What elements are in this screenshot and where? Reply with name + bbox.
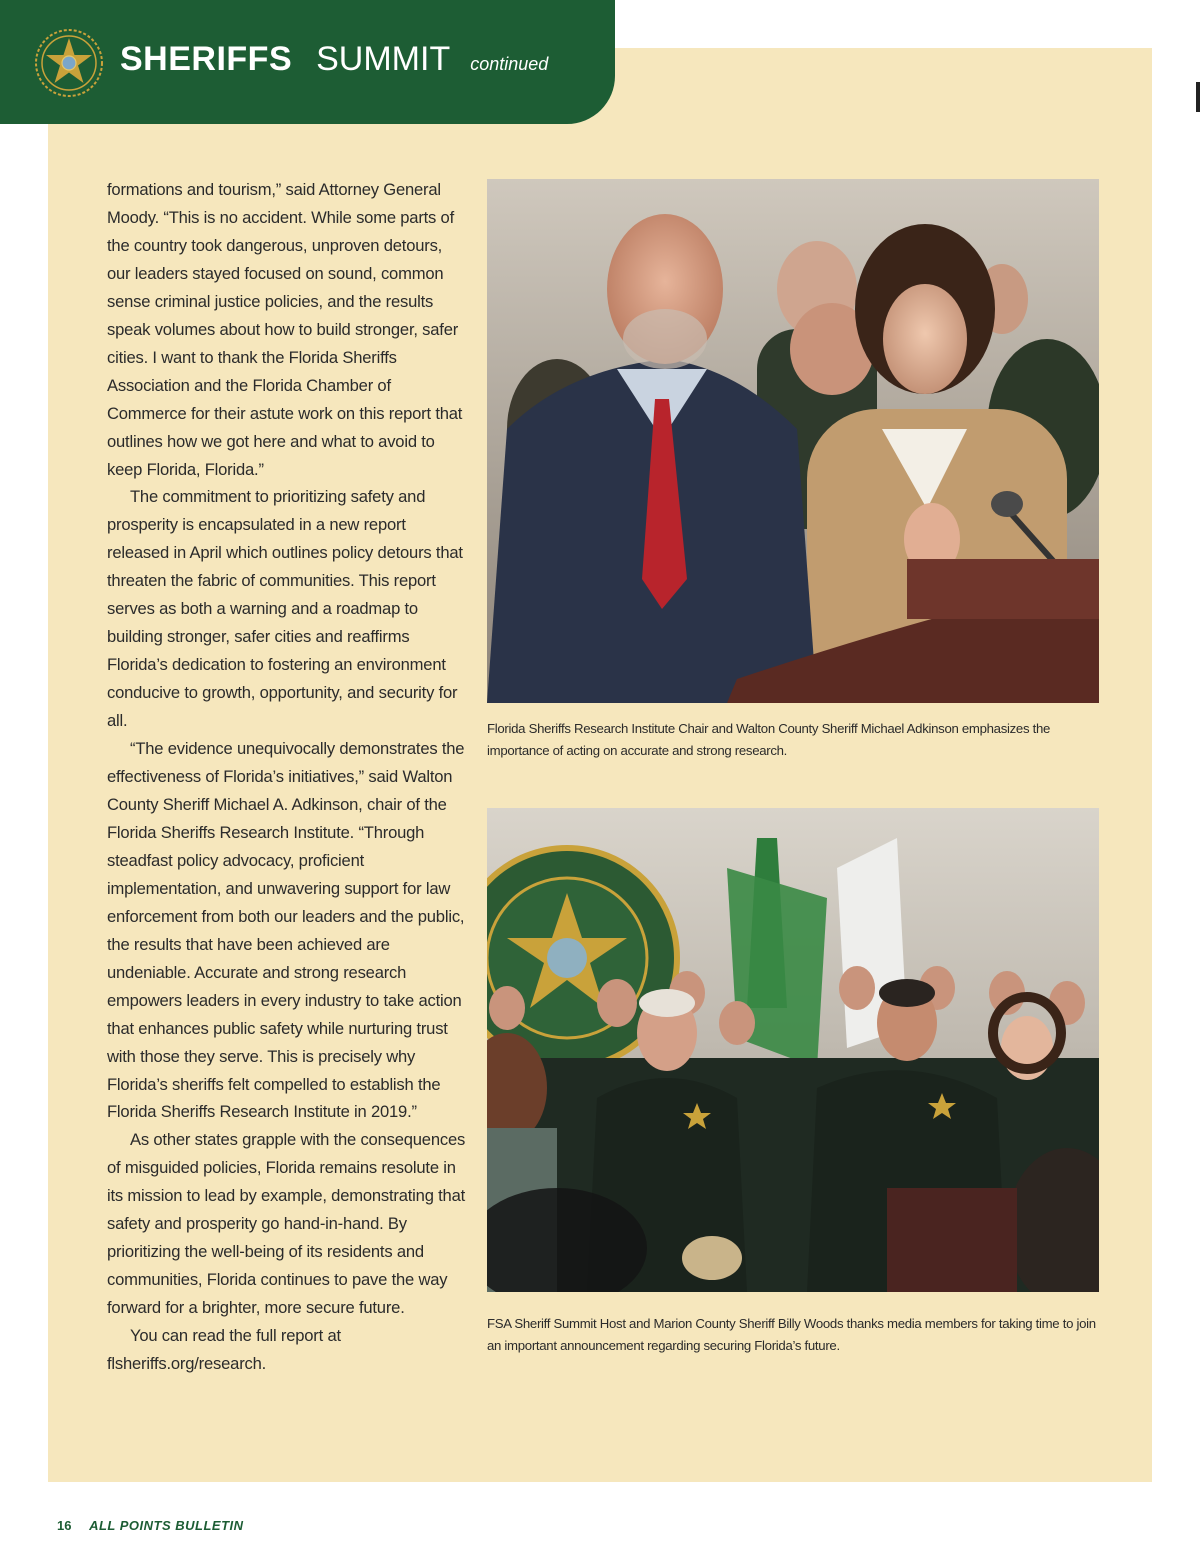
page-footer xyxy=(57,1518,244,1533)
photo-speaker-at-podium xyxy=(487,179,1099,703)
title-sheriffs: SHERIFFS xyxy=(120,40,293,78)
photo-caption: Florida Sheriffs Research Institute Chair and Walton County Sheriff Michael Adkinson emphasizes the importance of acting on accurate and strong research. xyxy=(487,721,1051,758)
page-number: 16 xyxy=(57,1518,72,1533)
page-title xyxy=(120,40,548,86)
article-paragraph: As other states grapple with the consequences of misguided policies, Florida remains resolute in its mission to lead by example, demonstrating that safety and prosperity go hand-in-hand. By prioritizing the well-being of its residents and communities, Florida continues to pave the way forward for a brighter, more secure future. xyxy=(107,1130,466,1318)
photo-caption: FSA Sheriff Summit Host and Marion County Sheriff Billy Woods thanks media members for taking time to join an important announcement regarding securing Florida’s future. xyxy=(487,1316,1096,1353)
magazine-name: ALL POINTS BULLETIN xyxy=(89,1518,244,1533)
title-continued: continued xyxy=(470,54,549,74)
section-header xyxy=(0,0,615,124)
title-summit: SUMMIT xyxy=(316,40,451,78)
page-edge-mark xyxy=(1196,82,1200,112)
article-body xyxy=(107,176,467,1378)
article-paragraph: “The evidence unequivocally demonstrates the effectiveness of Florida’s initiatives,” said Walton County Sheriff Michael A. Adkinson, chair of the Florida Sheriffs Research Institute. “Through steadfast policy advocacy, proficient implementation, and unwavering support for law enforcement from both our leaders and the public, the results that have been achieved are undeniable. Accurate and strong research empowers leaders in every industry to take action that enhances public safety while nurturing trust with those they serve. This is precisely why Florida’s sheriffs felt compelled to establish the Florida Sheriffs Research Institute in 2019.” xyxy=(107,739,465,1122)
article-paragraph: The commitment to prioritizing safety and prosperity is encapsulated in a new report released in April which outlines policy detours that threaten the fabric of communities. This report serves as both a warning and a roadmap to building stronger, safer cities and reaffirms Florida’s dedication to fostering an environment conducive to growth, opportunity, and security for all. xyxy=(107,487,463,731)
article-paragraph: You can read the full report at flsheriffs.org/research. xyxy=(107,1326,341,1374)
sheriff-star-seal-icon xyxy=(34,28,104,98)
article-paragraph: formations and tourism,” said Attorney General Moody. “This is no accident. While some parts of the country took dangerous, unproven detours, our leaders stayed focused on sound, common sense criminal justice policies, and the results speak volumes about how to build stronger, safer cities. I want to thank the Florida Sheriffs Association and the Florida Chamber of Commerce for their astute work on this report that outlines how we got here and what to avoid to keep Florida, Florida.” xyxy=(107,180,463,479)
photo-sheriffs-group xyxy=(487,808,1099,1292)
